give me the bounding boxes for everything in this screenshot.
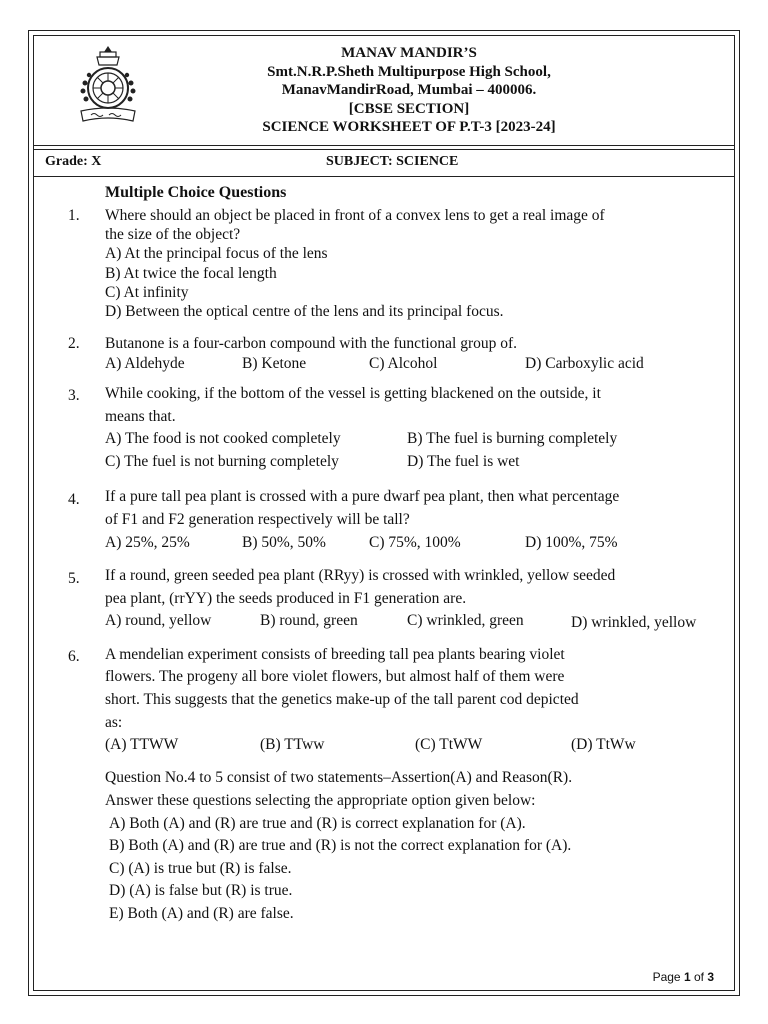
- option-d: D) Between the optical centre of the lens and its principal focus.: [105, 303, 504, 320]
- question-text: the size of the object?: [105, 226, 241, 243]
- option-d: D) wrinkled, yellow: [571, 614, 697, 631]
- option-d: D) Carboxylic acid: [525, 355, 644, 372]
- option-b: B) The fuel is burning completely: [407, 430, 618, 447]
- question-number: 5.: [68, 570, 80, 587]
- answer-key-e: E) Both (A) and (R) are false.: [109, 905, 294, 922]
- option-a: A) The food is not cooked completely: [105, 430, 341, 447]
- question-text: If a pure tall pea plant is crossed with a pure dwarf pea plant, then what percentage: [105, 488, 620, 505]
- question-text: Butanone is a four-carbon compound with the functional group of.: [105, 335, 518, 352]
- option-c: C) 75%, 100%: [369, 534, 461, 551]
- question-text: pea plant, (rrYY) the seeds produced in F1 generation are.: [105, 590, 467, 607]
- option-a: A) round, yellow: [105, 612, 212, 629]
- option-b: (B) TTww: [260, 736, 325, 753]
- question-number: 3.: [68, 387, 80, 404]
- instruction-text: Answer these questions selecting the appropriate option given below:: [105, 792, 536, 809]
- question-text: as:: [105, 714, 123, 731]
- question-text: of F1 and F2 generation respectively will be tall?: [105, 511, 410, 528]
- school-address: ManavMandirRoad, Mumbai – 400006.: [281, 82, 537, 98]
- question-number: 4.: [68, 491, 80, 508]
- answer-key-a: A) Both (A) and (R) are true and (R) is correct explanation for (A).: [109, 815, 526, 832]
- option-c: C) wrinkled, green: [407, 612, 524, 629]
- answer-key-d: D) (A) is false but (R) is true.: [109, 882, 293, 899]
- question-number: 6.: [68, 648, 80, 665]
- option-c: C) At infinity: [105, 284, 189, 301]
- school-trust-name: MANAV MANDIR’S: [341, 45, 477, 61]
- question-text: If a round, green seeded pea plant (RRyy) is crossed with wrinkled, yellow seeded: [105, 567, 616, 584]
- worksheet-title: SCIENCE WORKSHEET OF P.T-3 [2023-24]: [262, 119, 556, 135]
- instruction-text: Question No.4 to 5 consist of two statements–Assertion(A) and Reason(R).: [105, 769, 573, 786]
- subject-label: SUBJECT: SCIENCE: [326, 154, 459, 169]
- option-d: D) The fuel is wet: [407, 453, 520, 470]
- option-b: B) round, green: [260, 612, 358, 629]
- current-page: 1: [683, 970, 691, 984]
- option-b: B) Ketone: [242, 355, 307, 372]
- answer-key-b: B) Both (A) and (R) are true and (R) is not the correct explanation for (A).: [109, 837, 572, 854]
- document-header: [33, 35, 735, 145]
- grade-divider: [33, 176, 735, 177]
- option-a: A) 25%, 25%: [105, 534, 190, 551]
- page-word: Page: [652, 970, 684, 984]
- school-name: Smt.N.R.P.Sheth Multipurpose High School,: [267, 63, 551, 80]
- option-a: A) Aldehyde: [105, 355, 185, 372]
- question-text: means that.: [105, 408, 176, 425]
- option-c: (C) TtWW: [415, 736, 483, 753]
- option-a: A) At the principal focus of the lens: [105, 245, 328, 262]
- option-d: D) 100%, 75%: [525, 534, 618, 551]
- header-divider: [33, 145, 735, 146]
- option-b: B) 50%, 50%: [242, 534, 326, 551]
- option-d: (D) TtWw: [571, 736, 636, 753]
- question-number: 1.: [68, 207, 80, 224]
- question-text: short. This suggests that the genetics make-up of the tall parent cod depicted: [105, 691, 579, 708]
- page-number: [653, 970, 714, 984]
- header-divider-double: [33, 149, 735, 150]
- option-c: C) Alcohol: [369, 355, 438, 372]
- question-text: flowers. The progeny all bore violet flowers, but almost half of them were: [105, 668, 565, 685]
- of-word: of: [690, 970, 708, 984]
- option-b: B) At twice the focal length: [105, 265, 277, 282]
- grade-label: Grade: X: [45, 154, 102, 169]
- section-title: Multiple Choice Questions: [105, 184, 287, 201]
- answer-key-c: C) (A) is true but (R) is false.: [109, 860, 292, 877]
- question-text: Where should an object be placed in front of a convex lens to get a real image of: [105, 207, 605, 224]
- option-a: (A) TTWW: [105, 736, 179, 753]
- question-number: 2.: [68, 335, 80, 352]
- question-text: A mendelian experiment consists of breeding tall pea plants bearing violet: [105, 646, 565, 663]
- option-c: C) The fuel is not burning completely: [105, 453, 339, 470]
- question-text: While cooking, if the bottom of the vessel is getting blackened on the outside, it: [105, 385, 601, 402]
- school-section: [CBSE SECTION]: [348, 100, 470, 117]
- total-pages: 3: [707, 970, 714, 984]
